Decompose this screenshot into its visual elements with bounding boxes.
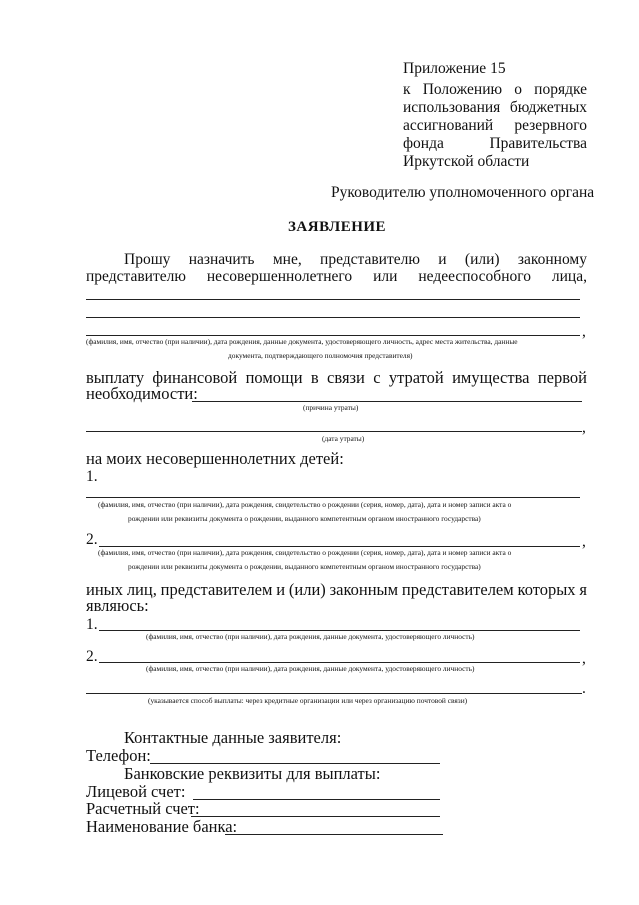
document-title: ЗАЯВЛЕНИЕ: [288, 219, 387, 235]
payment-word: выплату: [86, 368, 145, 387]
payment-word: первой: [537, 368, 587, 387]
request-line-1: [124, 251, 587, 269]
person-1-line[interactable]: [99, 630, 580, 631]
payment-word: финансовой: [152, 368, 238, 387]
child-1-line[interactable]: [86, 497, 580, 498]
request-word: и: [438, 251, 447, 268]
child-2-hint-1: (фамилия, имя, отчество (при наличии), дата рождения, свидетельство о рождении (серия, номер, дата), дата и номер записи акта о: [98, 548, 512, 557]
others-line-1: [86, 580, 587, 599]
request-word: представителю: [86, 268, 186, 285]
appendix-line-2: [403, 99, 587, 117]
child-2-hint-2: рождении или реквизиты документа о рождении, выданного компетентным органом иностранного государства): [128, 562, 481, 571]
child-2-line[interactable]: [99, 546, 580, 547]
request-word: назначить: [188, 251, 255, 268]
payment-word: с: [373, 368, 381, 387]
appendix-title: Приложение 15: [403, 60, 506, 77]
appendix-word: к: [403, 81, 411, 98]
child-1-hint-1: (фамилия, имя, отчество (при наличии), дата рождения, свидетельство о рождении (серия, номер, дата), дата и номер записи акта о: [98, 500, 512, 509]
child-1-hint-2: рождении или реквизиты документа о рождении, выданного компетентным органом иностранного государства): [128, 514, 481, 523]
request-word: мне,: [272, 251, 302, 268]
person-2-hint: (фамилия, имя, отчество (при наличии), дата рождения, данные документа, удостоверяющего личность): [146, 664, 475, 673]
child-2-number: 2.: [86, 531, 98, 548]
request-word: законному: [517, 251, 587, 268]
personal-account-label: Лицевой счет:: [86, 782, 186, 801]
person-1-hint: (фамилия, имя, отчество (при наличии), дата рождения, данные документа, удостоверяющего личность): [146, 632, 475, 641]
appendix-line-1: [403, 81, 587, 99]
contacts-heading: Контактные данные заявителя:: [124, 728, 342, 747]
loss-reason-hint: (причина утраты): [303, 403, 359, 412]
others-word: представителем: [160, 580, 273, 599]
others-word: я: [579, 580, 587, 599]
applicant-fill-line-3[interactable]: [86, 335, 580, 336]
child-1-number: 1.: [86, 468, 98, 485]
request-line-2: [86, 268, 587, 286]
payment-necessity-label: необходимости:: [86, 384, 198, 403]
payment-method-hint: (указывается способ выплаты: через кредитные организации или через организацию почтовой связи): [148, 696, 468, 705]
appendix-line-4: [403, 135, 587, 153]
appendix-word: резервного: [514, 117, 587, 134]
person-2-comma: ,: [582, 650, 586, 667]
children-heading: на моих несовершеннолетних детей:: [86, 449, 344, 468]
person-2-line[interactable]: [99, 662, 580, 663]
appendix-word: фонда: [403, 135, 444, 152]
others-word: (или): [288, 580, 326, 599]
loss-date-comma: ,: [582, 419, 586, 436]
person-2-number: 2.: [86, 648, 98, 665]
appendix-word: использования: [403, 99, 501, 116]
appendix-line-5: Иркутской области: [403, 153, 530, 170]
others-word: представителем: [401, 580, 514, 599]
payment-word: связи: [327, 368, 365, 387]
addressee: Руководителю уполномоченного органа: [331, 184, 595, 201]
request-word: Прошу: [124, 251, 171, 268]
applicant-hint-2: документа, подтверждающего полномочия представителя): [228, 351, 413, 360]
loss-reason-line[interactable]: [192, 401, 582, 402]
others-word: и: [276, 580, 286, 599]
phone-label: Телефон:: [86, 746, 151, 765]
others-word: иных: [86, 580, 123, 599]
appendix-word: о: [514, 81, 522, 98]
loss-date-line[interactable]: [86, 431, 582, 432]
payment-method-line[interactable]: [86, 693, 582, 694]
appendix-word: Правительства: [489, 135, 587, 152]
child-2-comma: ,: [582, 533, 586, 550]
request-word: представителю: [320, 251, 420, 268]
request-word: или: [373, 268, 398, 285]
others-word: которых: [517, 580, 576, 599]
appendix-line-3: [403, 117, 587, 135]
applicant-fill-line-1[interactable]: [86, 299, 580, 300]
applicant-comma: ,: [582, 323, 586, 340]
request-word: недееспособного: [418, 268, 531, 285]
payment-method-period: .: [582, 680, 586, 697]
bank-details-heading: Банковские реквизиты для выплаты:: [124, 764, 381, 783]
personal-account-field[interactable]: [193, 799, 440, 800]
bank-name-field[interactable]: [225, 834, 443, 835]
payment-word: имущества: [452, 368, 530, 387]
appendix-word: порядке: [534, 81, 587, 98]
payment-word: помощи: [245, 368, 303, 387]
request-word: (или): [464, 251, 500, 268]
bank-name-label: Наименование банка:: [86, 817, 238, 836]
others-word: лиц,: [126, 580, 157, 599]
request-word: лица,: [551, 268, 587, 285]
payment-word: утратой: [388, 368, 444, 387]
payment-word: в: [310, 368, 319, 387]
appendix-word: Положению: [422, 81, 503, 98]
appendix-word: ассигнований: [403, 117, 494, 134]
appendix-word: бюджетных: [509, 99, 587, 116]
settlement-account-label: Расчетный счет:: [86, 799, 200, 818]
others-line-2: являюсь:: [86, 596, 149, 615]
applicant-hint-1: (фамилия, имя, отчество (при наличии), дата рождения, данные документа, удостоверяющего личность, адрес места жительства, данные: [86, 337, 518, 346]
loss-date-hint: (дата утраты): [322, 434, 365, 443]
person-1-number: 1.: [86, 616, 98, 633]
applicant-fill-line-2[interactable]: [86, 317, 580, 318]
request-word: несовершеннолетнего: [206, 268, 353, 285]
others-word: законным: [329, 580, 399, 599]
